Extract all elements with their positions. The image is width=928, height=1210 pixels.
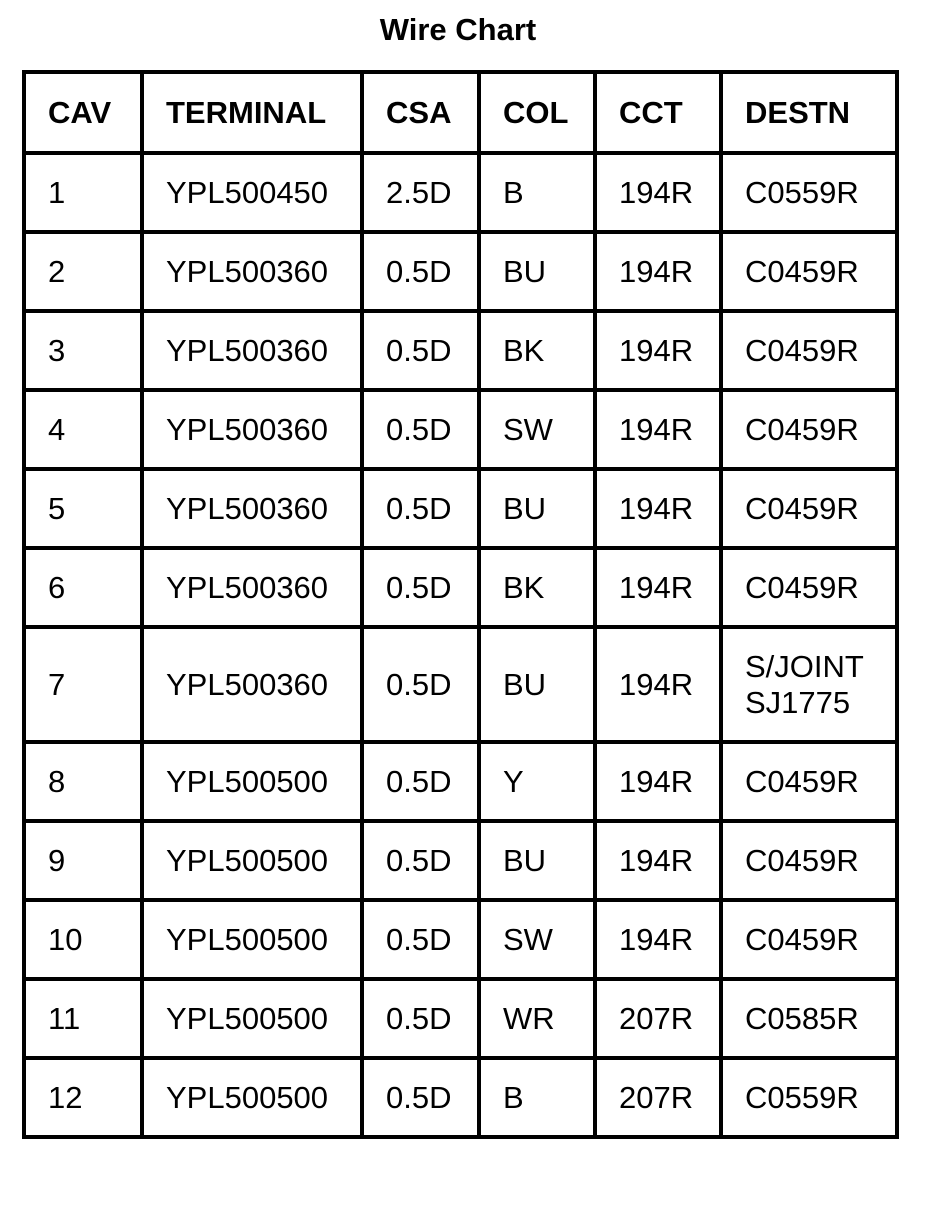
destn-cell: C0459R <box>721 311 897 390</box>
table-row <box>24 979 897 1058</box>
cct-cell: 207R <box>595 1058 721 1137</box>
destn-cell: C0459R <box>721 469 897 548</box>
cav-cell: 7 <box>24 627 142 742</box>
csa-cell: 0.5D <box>362 821 479 900</box>
cav-cell: 3 <box>24 311 142 390</box>
csa-cell: 0.5D <box>362 311 479 390</box>
destn-cell: C0459R <box>721 548 897 627</box>
destn-line: SJ1775 <box>745 684 851 720</box>
destn-line: S/JOINT <box>745 648 864 684</box>
table-row <box>24 821 897 900</box>
col-cell: BK <box>479 548 595 627</box>
cct-cell: 194R <box>595 232 721 311</box>
destn-cell: C0459R <box>721 821 897 900</box>
header-cav: CAV <box>24 72 142 153</box>
destn-cell: C0459R <box>721 232 897 311</box>
wire-chart-table <box>22 70 899 1139</box>
cct-cell: 194R <box>595 742 721 821</box>
cct-cell: 194R <box>595 153 721 232</box>
terminal-cell: YPL500360 <box>142 232 362 311</box>
destn-cell: C0459R <box>721 900 897 979</box>
terminal-cell: YPL500360 <box>142 627 362 742</box>
table-row <box>24 469 897 548</box>
cct-cell: 194R <box>595 900 721 979</box>
destn-cell: C0559R <box>721 1058 897 1137</box>
cav-cell: 5 <box>24 469 142 548</box>
cav-cell: 10 <box>24 900 142 979</box>
cav-cell: 11 <box>24 979 142 1058</box>
terminal-cell: YPL500360 <box>142 311 362 390</box>
cav-cell: 1 <box>24 153 142 232</box>
cav-cell: 6 <box>24 548 142 627</box>
header-row <box>24 72 897 153</box>
destn-cell <box>721 627 897 742</box>
csa-cell: 0.5D <box>362 1058 479 1137</box>
cct-cell: 194R <box>595 627 721 742</box>
table-row <box>24 311 897 390</box>
header-csa: CSA <box>362 72 479 153</box>
destn-cell: C0459R <box>721 390 897 469</box>
cav-cell: 2 <box>24 232 142 311</box>
csa-cell: 0.5D <box>362 979 479 1058</box>
cct-cell: 194R <box>595 548 721 627</box>
csa-cell: 0.5D <box>362 627 479 742</box>
cct-cell: 194R <box>595 469 721 548</box>
table-row <box>24 1058 897 1137</box>
csa-cell: 0.5D <box>362 469 479 548</box>
table-row <box>24 232 897 311</box>
col-cell: BU <box>479 469 595 548</box>
col-cell: BU <box>479 627 595 742</box>
cav-cell: 4 <box>24 390 142 469</box>
terminal-cell: YPL500360 <box>142 469 362 548</box>
table-row <box>24 627 897 742</box>
terminal-cell: YPL500500 <box>142 742 362 821</box>
csa-cell: 0.5D <box>362 900 479 979</box>
col-cell: Y <box>479 742 595 821</box>
destn-cell: C0559R <box>721 153 897 232</box>
col-cell: SW <box>479 900 595 979</box>
terminal-cell: YPL500360 <box>142 390 362 469</box>
page-title: Wire Chart <box>379 12 537 47</box>
csa-cell: 0.5D <box>362 232 479 311</box>
cct-cell: 194R <box>595 821 721 900</box>
terminal-cell: YPL500500 <box>142 821 362 900</box>
csa-cell: 0.5D <box>362 390 479 469</box>
csa-cell: 2.5D <box>362 153 479 232</box>
table-row <box>24 548 897 627</box>
cct-cell: 207R <box>595 979 721 1058</box>
col-cell: BU <box>479 821 595 900</box>
col-cell: B <box>479 1058 595 1137</box>
terminal-cell: YPL500450 <box>142 153 362 232</box>
header-destn: DESTN <box>721 72 897 153</box>
csa-cell: 0.5D <box>362 548 479 627</box>
destn-cell: C0459R <box>721 742 897 821</box>
terminal-cell: YPL500500 <box>142 1058 362 1137</box>
cav-cell: 9 <box>24 821 142 900</box>
col-cell: SW <box>479 390 595 469</box>
col-cell: WR <box>479 979 595 1058</box>
terminal-cell: YPL500360 <box>142 548 362 627</box>
terminal-cell: YPL500500 <box>142 900 362 979</box>
header-terminal: TERMINAL <box>142 72 362 153</box>
terminal-cell: YPL500500 <box>142 979 362 1058</box>
col-cell: BU <box>479 232 595 311</box>
col-cell: B <box>479 153 595 232</box>
cct-cell: 194R <box>595 390 721 469</box>
table-row <box>24 390 897 469</box>
destn-cell: C0585R <box>721 979 897 1058</box>
table-row <box>24 900 897 979</box>
col-cell: BK <box>479 311 595 390</box>
table-row <box>24 742 897 821</box>
cav-cell: 8 <box>24 742 142 821</box>
cct-cell: 194R <box>595 311 721 390</box>
header-col: COL <box>479 72 595 153</box>
csa-cell: 0.5D <box>362 742 479 821</box>
table-row <box>24 153 897 232</box>
header-cct: CCT <box>595 72 721 153</box>
cav-cell: 12 <box>24 1058 142 1137</box>
